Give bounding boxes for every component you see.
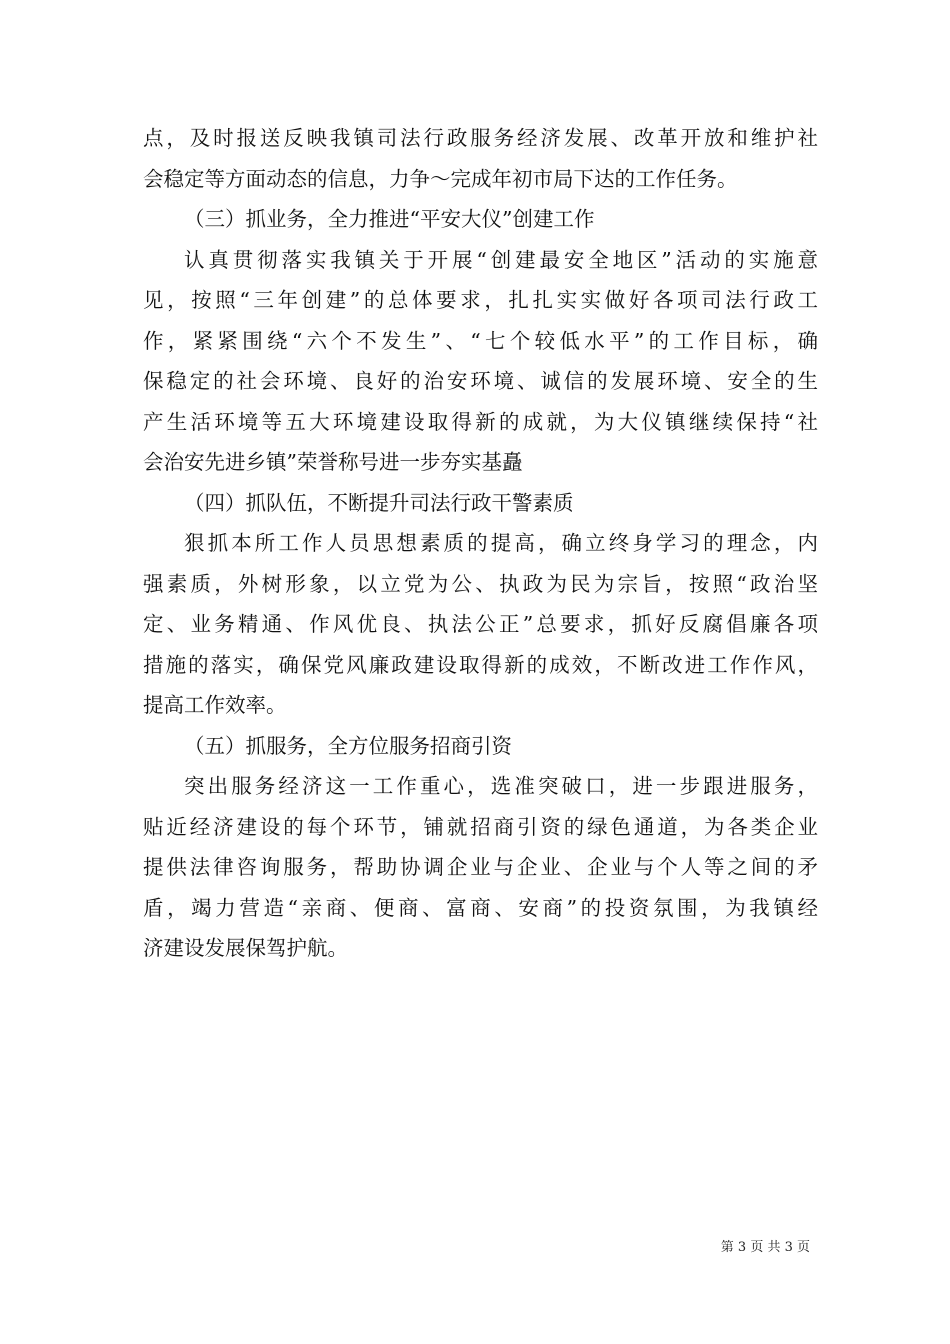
body-line: 产生活环境等五大环境建设取得新的成就，为大仪镇继续保持“社 [143, 409, 818, 434]
body-line: 保稳定的社会环境、良好的治安环境、诚信的发展环境、安全的生 [143, 369, 818, 393]
body-line: 提高工作效率。 [143, 693, 287, 717]
body-line: 盾，竭力营造“亲商、便商、富商、安商”的投资氛围，为我镇经 [143, 895, 818, 920]
document-body [143, 118, 818, 969]
body-line: 贴近经济建设的每个环节，铺就招商引资的绿色通道，为各类企业 [143, 814, 818, 839]
section-heading: （四）抓队伍，不断提升司法行政干警素质 [184, 490, 574, 515]
page-number: 第 3 页 共 3 页 [720, 1240, 810, 1255]
section-heading: （五）抓服务，全方位服务招商引资 [184, 733, 512, 758]
body-line: 认真贯彻落实我镇关于开展“创建最安全地区”活动的实施意 [184, 247, 818, 272]
body-line: 突出服务经济这一工作重心，选准突破口，进一步跟进服务， [184, 774, 818, 798]
body-line: 定、业务精通、作风优良、执法公正”总要求，抓好反腐倡廉各项 [143, 612, 818, 636]
body-line: 措施的落实，确保党风廉政建设取得新的成效，不断改进工作作风， [143, 652, 818, 677]
body-line: 强素质，外树形象，以立党为公、执政为民为宗旨，按照“政治坚 [143, 571, 818, 596]
body-line: 见，按照“三年创建”的总体要求，扎扎实实做好各项司法行政工 [143, 288, 818, 312]
body-line: 作，紧紧围绕“六个不发生”、“七个较低水平”的工作目标，确 [143, 328, 818, 353]
body-line: 点，及时报送反映我镇司法行政服务经济发展、改革开放和维护社 [143, 126, 818, 150]
body-line: 会治安先进乡镇”荣誉称号进一步夯实基矗 [143, 450, 523, 474]
body-line: 提供法律咨询服务，帮助协调企业与企业、企业与个人等之间的矛 [143, 855, 818, 879]
body-line: 济建设发展保驾护航。 [143, 936, 348, 960]
body-line: 会稳定等方面动态的信息，力争～完成年初市局下达的工作任务。 [143, 166, 738, 191]
section-heading: （三）抓业务，全力推进“平安大仪”创建工作 [184, 207, 595, 231]
body-line: 狠抓本所工作人员思想素质的提高，确立终身学习的理念，内 [184, 531, 818, 555]
